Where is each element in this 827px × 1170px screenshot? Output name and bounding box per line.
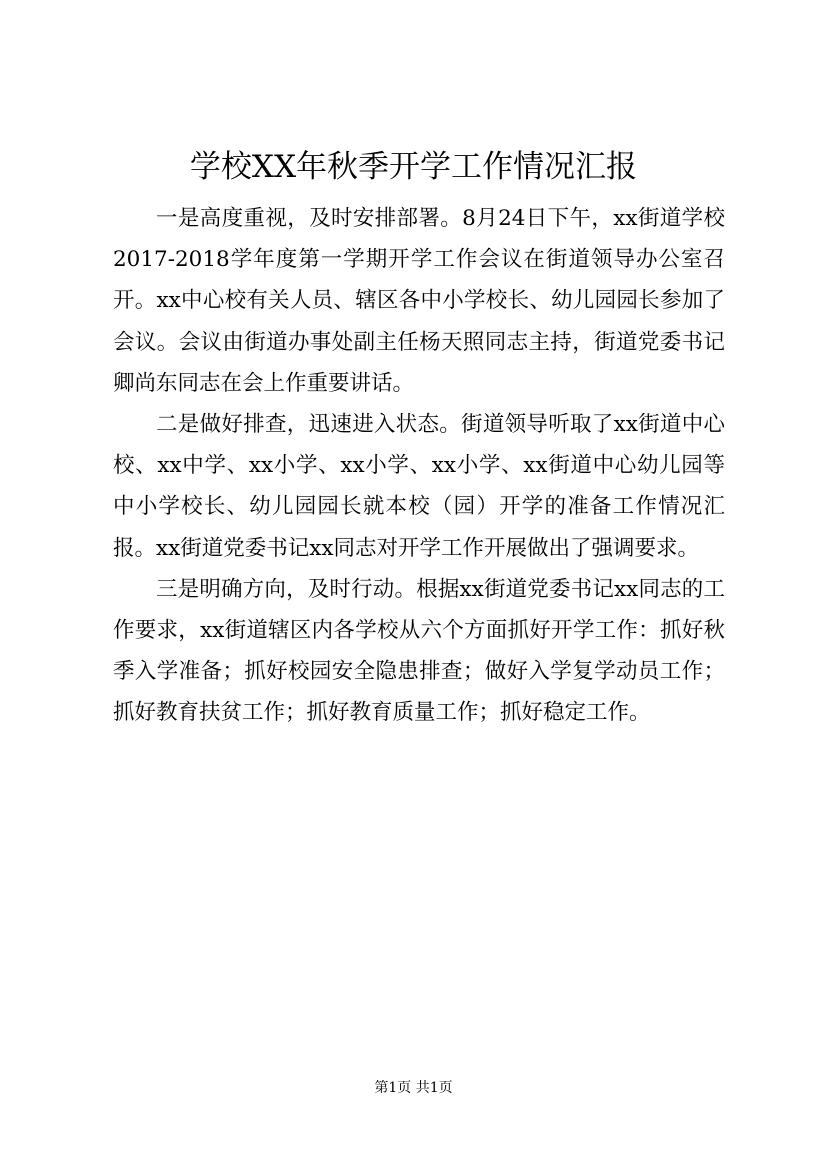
paragraph-1: 一是高度重视，及时安排部署。8月24日下午，xx街道学校2017-2018学年度第一学期开学工作会议在街道领导办公室召开。xx中心校有关人员、辖区各中小学校长、幼儿园园长参加了会议。会议由街道办事处副主任杨天照同志主持，街道党委书记卿尚东同志在会上作重要讲话。: [113, 206, 725, 396]
document-body: [113, 198, 725, 734]
paragraph-3: 三是明确方向，及时行动。根据xx街道党委书记xx同志的工作要求，xx街道辖区内各学校从六个方面抓好开学工作：抓好秋季入学准备；抓好校园安全隐患排查；做好入学复学动员工作；抓好教育扶贫工作；抓好教育质量工作；抓好稳定工作。: [113, 576, 725, 726]
paragraph-2: 二是做好排查，迅速进入状态。街道领导听取了xx街道中心校、xx中学、xx小学、xx小学、xx小学、xx街道中心幼儿园等中小学校长、幼儿园园长就本校（园）开学的准备工作情况汇报。xx街道党委书记xx同志对开学工作开展做出了强调要求。: [113, 412, 725, 561]
document-title: 学校XX年秋季开学工作情况汇报: [189, 149, 638, 185]
page-number-footer: 第1页 共1页: [374, 1080, 453, 1096]
